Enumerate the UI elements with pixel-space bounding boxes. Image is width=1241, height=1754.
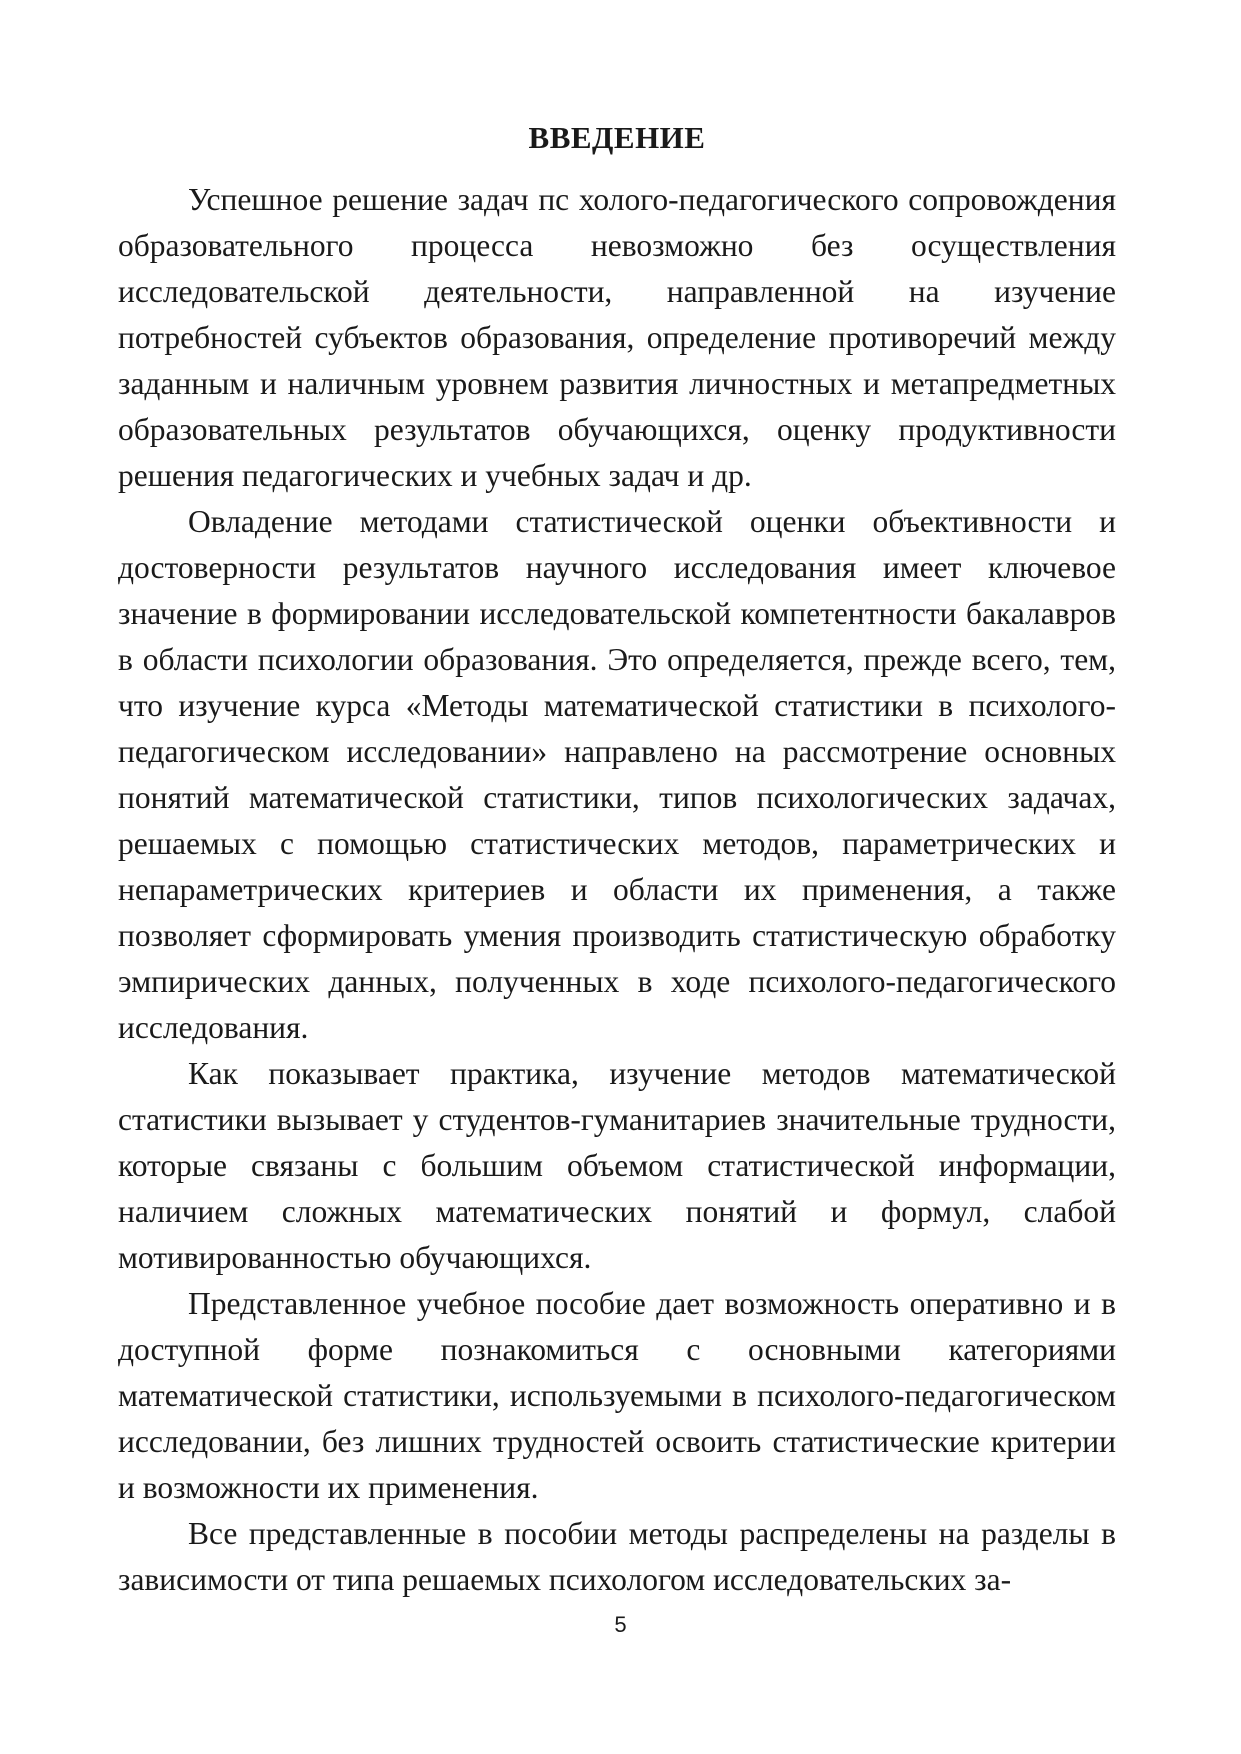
page-number: 5 xyxy=(614,1612,627,1637)
paragraph-2: Овладение методами статистической оценки объективности и достоверности результатов научного исследования имеет ключевое значение в формировании исследовательской компетентности бакалавров в области психологии образования. Это определяется, прежде всего, тем, что изучение курса «Методы математической статистики в психолого-педагогическом исследовании» направлено на рассмотрение основных понятий математической статистики, типов психологических задачах, решаемых с помощью статистических методов, параметрических и непараметрических критериев и области их применения, а также позволяет сформировать умения производить статистическую обработку эмпирических данных, полученных в ходе психолого-педагогического исследования. xyxy=(118,504,1116,1045)
page-title: ВВЕДЕНИЕ xyxy=(528,120,706,155)
paragraph-3: Как показывает практика, изучение методов математической статистики вызывает у студентов-гуманитариев значительные трудности, которые связаны с большим объемом статистической информации, наличием сложных математических понятий и формул, слабой мотивированностью обучающихся. xyxy=(118,1056,1116,1275)
paragraph-5: Все представленные в пособии методы распределены на разделы в зависимости от типа решаемых психологом исследовательских за- xyxy=(118,1516,1116,1597)
page-content xyxy=(118,112,1116,1603)
paragraph-1: Успешное решение задач пс холого-педагогического сопровождения образовательного процесса невозможно без осуществления исследовательской деятельности, направленной на изучение потребностей субъектов образования, определение противоречий между заданным и наличным уровнем развития личностных и метапредметных образовательных результатов обучающихся, оценку продуктивности решения педагогических и учебных задач и др. xyxy=(118,182,1116,493)
paragraph-4: Представленное учебное пособие дает возможность оперативно и в доступной форме познакомиться с основными категориями математической статистики, используемыми в психолого-педагогическом исследовании, без лишних трудностей освоить статистические критерии и возможности их применения. xyxy=(118,1286,1116,1505)
